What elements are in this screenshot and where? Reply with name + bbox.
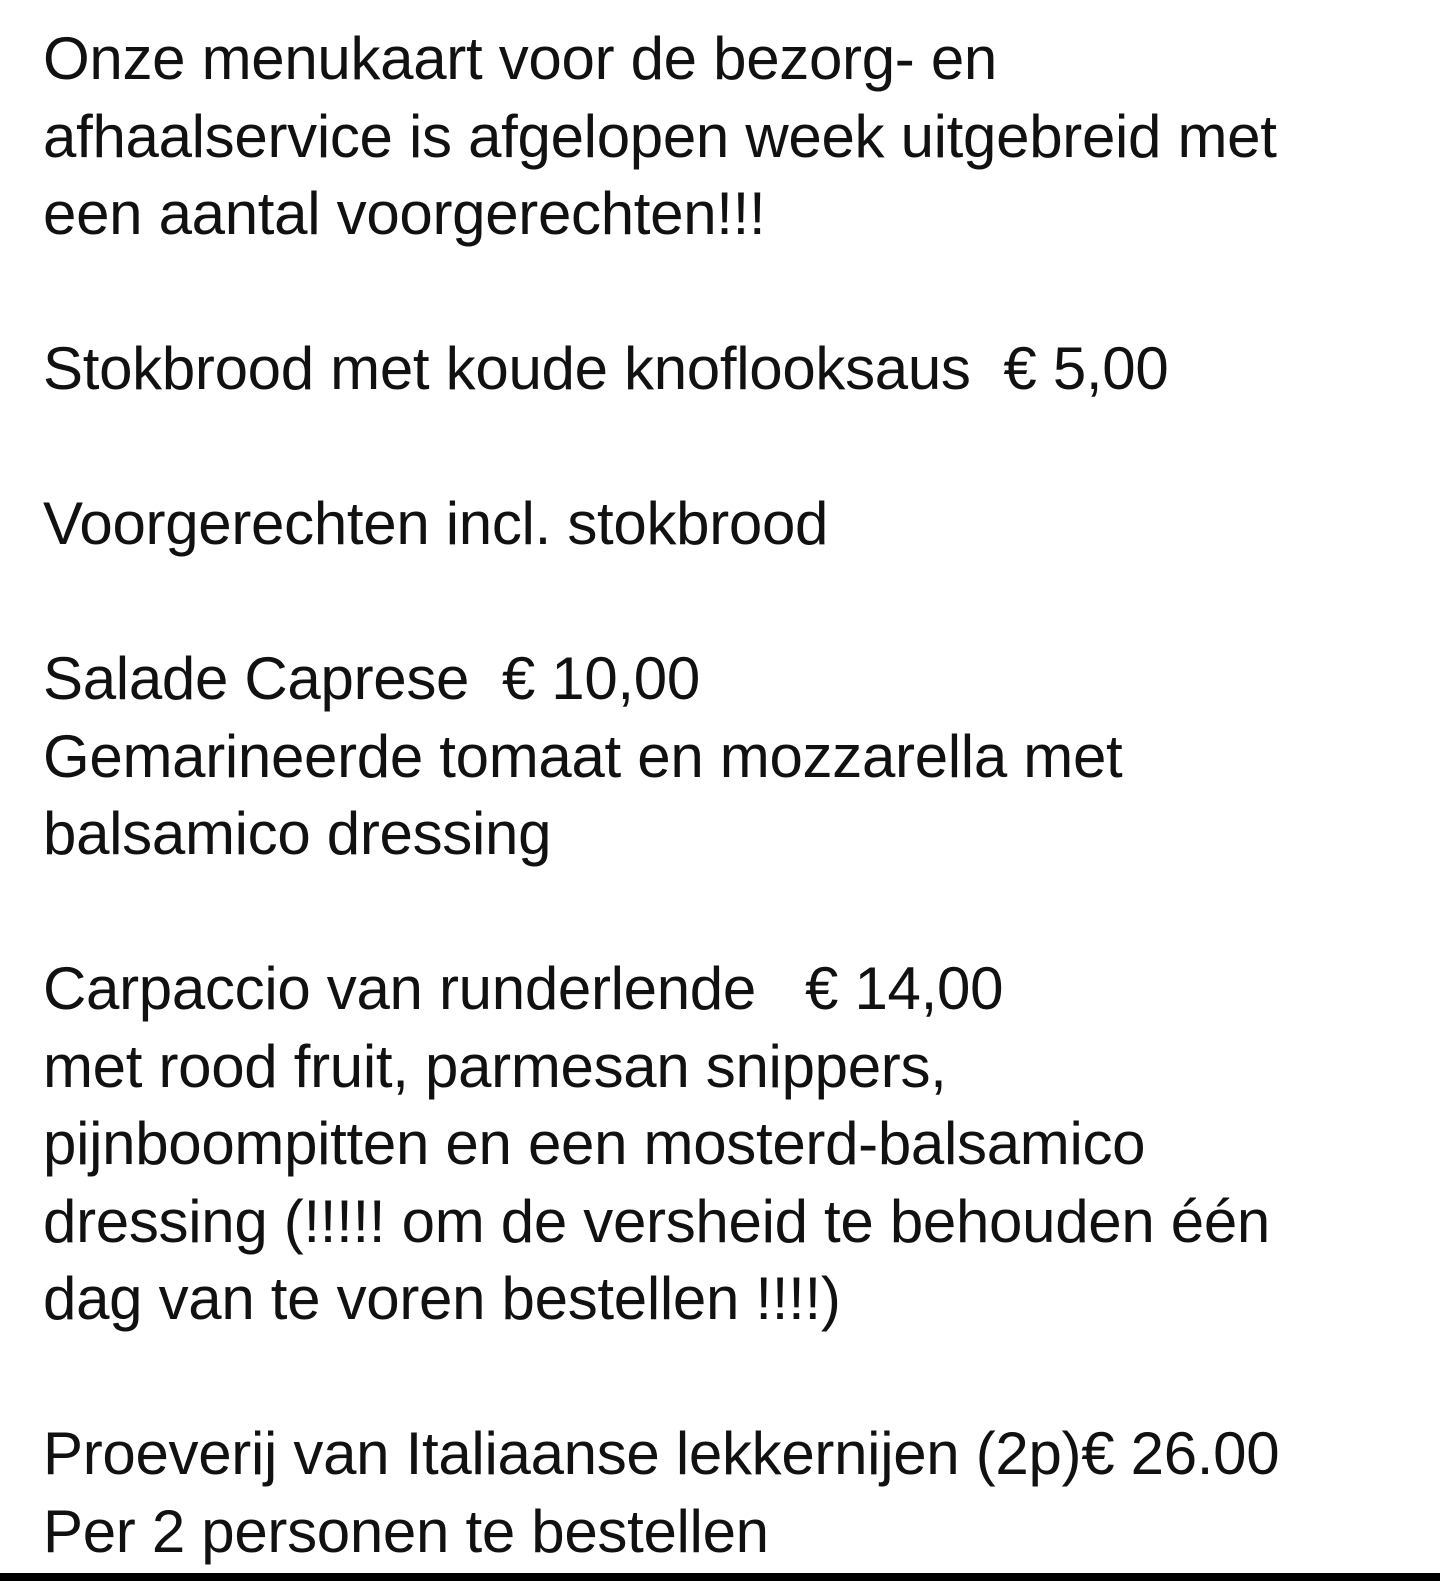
intro-line-1: Onze menukaart voor de bezorg- en: [43, 25, 997, 92]
blank-line: [43, 1338, 1423, 1416]
caprese-description-1: Gemarineerde tomaat en mozzarella met: [43, 722, 1123, 790]
blank-line: [43, 563, 1423, 641]
caprese-title: Salade Caprese € 10,00: [43, 645, 700, 712]
carpaccio-description-3: dressing (!!!!! om de versheid te behouden één: [43, 1187, 1270, 1255]
carpaccio-description-4: dag van te voren bestellen !!!!): [43, 1265, 841, 1332]
intro-line-2: afhaalservice is afgelopen week uitgebreid met: [43, 102, 1277, 170]
stokbrood-item: Stokbrood met koude knoflooksaus € 5,00: [43, 335, 1169, 402]
proeverij-description-1: Per 2 personen te bestellen: [43, 1497, 769, 1565]
proeverij-title: Proeverij van Italiaanse lekkernijen (2p)€ 26.00: [43, 1420, 1280, 1487]
menu-post-text: [43, 20, 1423, 1570]
carpaccio-description-2: pijnboompitten en een mosterd-balsamico: [43, 1110, 1146, 1177]
caprese-description-2: balsamico dressing: [43, 800, 552, 867]
blank-line: [43, 408, 1423, 486]
blank-line: [43, 873, 1423, 951]
blank-line: [43, 253, 1423, 331]
carpaccio-description-1: met rood fruit, parmesan snippers,: [43, 1032, 947, 1100]
carpaccio-title: Carpaccio van runderlende € 14,00: [43, 955, 1004, 1022]
section-heading: Voorgerechten incl. stokbrood: [43, 490, 829, 557]
intro-line-3: een aantal voorgerechten!!!: [43, 180, 766, 247]
bottom-divider: [0, 1573, 1440, 1581]
